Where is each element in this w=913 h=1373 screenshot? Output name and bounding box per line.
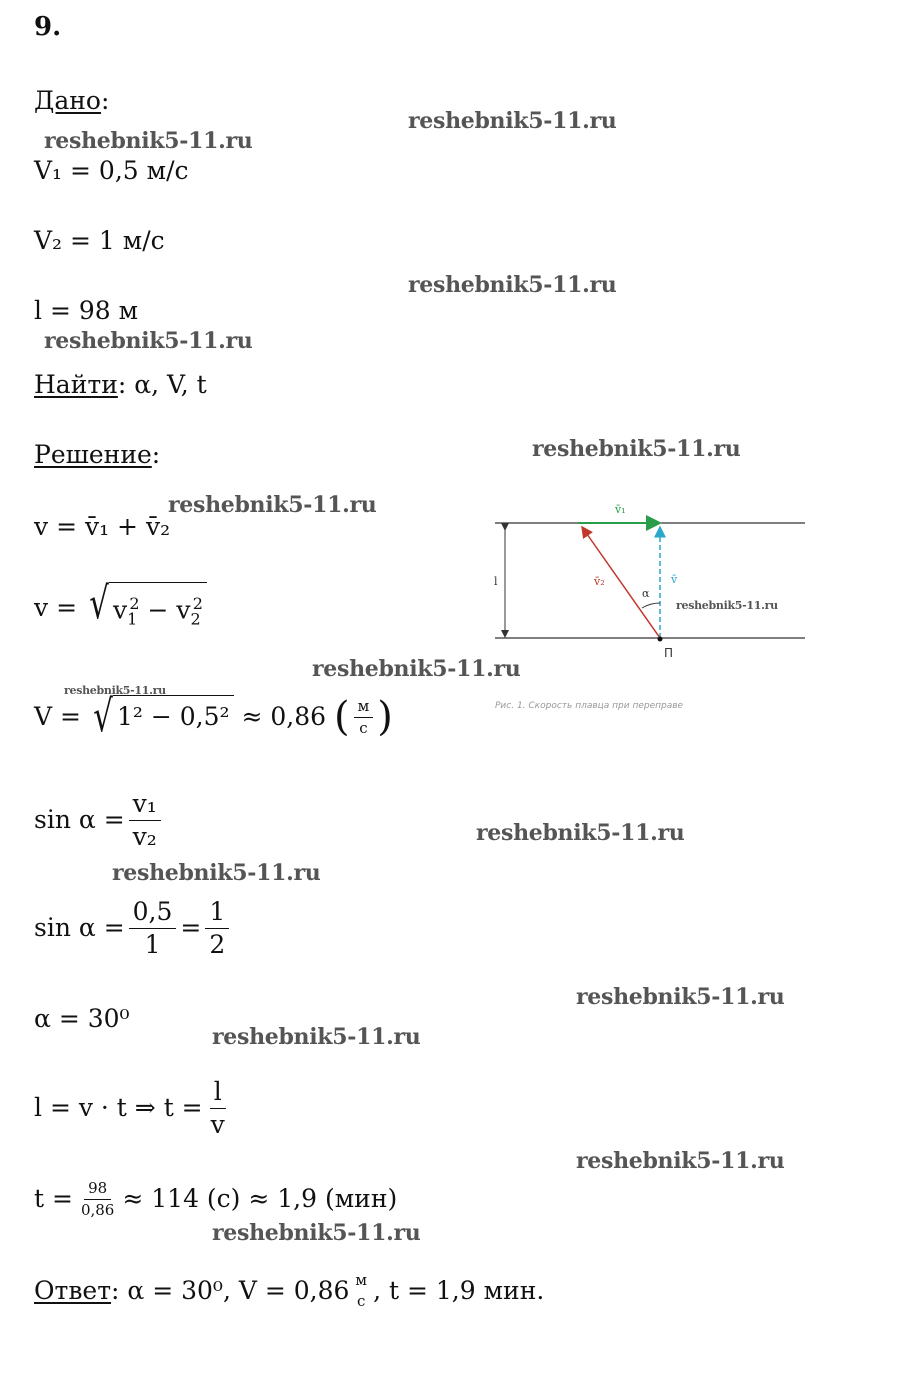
start-point: [658, 637, 663, 642]
solution-heading: Решение:: [34, 440, 161, 469]
watermark: reshebnik5-11.ru: [576, 984, 785, 1010]
watermark: reshebnik5-11.ru: [44, 128, 253, 154]
watermark: reshebnik5-11.ru: [312, 656, 521, 682]
watermark: reshebnik5-11.ru: [168, 492, 377, 518]
watermark: reshebnik5-11.ru: [676, 599, 778, 612]
find-heading: Найти: [34, 370, 118, 399]
given-v1: V₁ = 0,5 м/с: [34, 156, 189, 185]
equation-vector-sum: v = v̄₁ + v̄₂: [34, 512, 171, 541]
vector-v-label: v̄: [671, 573, 678, 586]
equation-v-value: V = √ 1² − 0,5² ≈ 0,86 ( $\frac{м}{с}$ ): [34, 691, 393, 742]
watermark: reshebnik5-11.ru: [112, 860, 321, 886]
equation-time-formula: l = v · t ⇒ t = $\frac{l}{v}$: [34, 1077, 225, 1139]
watermark: reshebnik5-11.ru: [408, 272, 617, 298]
watermark: reshebnik5-11.ru: [212, 1024, 421, 1050]
problem-number: 9.: [34, 12, 62, 42]
find-value: : α, V, t: [117, 370, 207, 399]
watermark: reshebnik5-11.ru: [576, 1148, 785, 1174]
watermark: reshebnik5-11.ru: [64, 684, 166, 697]
watermark: reshebnik5-11.ru: [212, 1220, 421, 1246]
vector-v2-label: v̄₂: [594, 575, 605, 588]
vector-v1-label: v̄₁: [615, 503, 626, 516]
watermark: reshebnik5-11.ru: [44, 328, 253, 354]
figure-caption: Рис. 1. Скорость плавца при переправе: [495, 701, 684, 711]
equation-alpha: α = 30⁰: [34, 1004, 130, 1033]
given-length: l = 98 м: [34, 296, 139, 325]
watermark: reshebnik5-11.ru: [532, 436, 741, 462]
watermark: reshebnik5-11.ru: [476, 820, 685, 846]
equation-time-value: t = $\frac{98}{0,86}$ ≈ 114 (с) ≈ 1,9 (мин): [34, 1179, 398, 1219]
given-heading: Дано:: [34, 86, 110, 115]
find-line: [34, 370, 207, 400]
answer-line: Ответ : α = 30⁰, V = 0,86 м с , t = 1,9 мин.: [34, 1271, 545, 1310]
angle-label: α: [642, 587, 650, 600]
angle-arc: [642, 603, 660, 608]
equation-sin-alpha: sin α = $\frac{\text{v₁}}{\text{v₂}}$: [34, 790, 165, 850]
width-label: l: [494, 575, 498, 588]
start-point-label: П: [664, 646, 674, 660]
watermark: reshebnik5-11.ru: [408, 108, 617, 134]
given-v2: V₂ = 1 м/с: [34, 226, 165, 255]
answer-heading: Ответ: [34, 1275, 112, 1305]
equation-v-magnitude: v = √ $v_1^2 - v_2^2$: [34, 582, 207, 634]
equation-sin-alpha-value: sin α = $\frac{0,5}{1}$ = $\frac{1}{2}$: [34, 898, 233, 958]
